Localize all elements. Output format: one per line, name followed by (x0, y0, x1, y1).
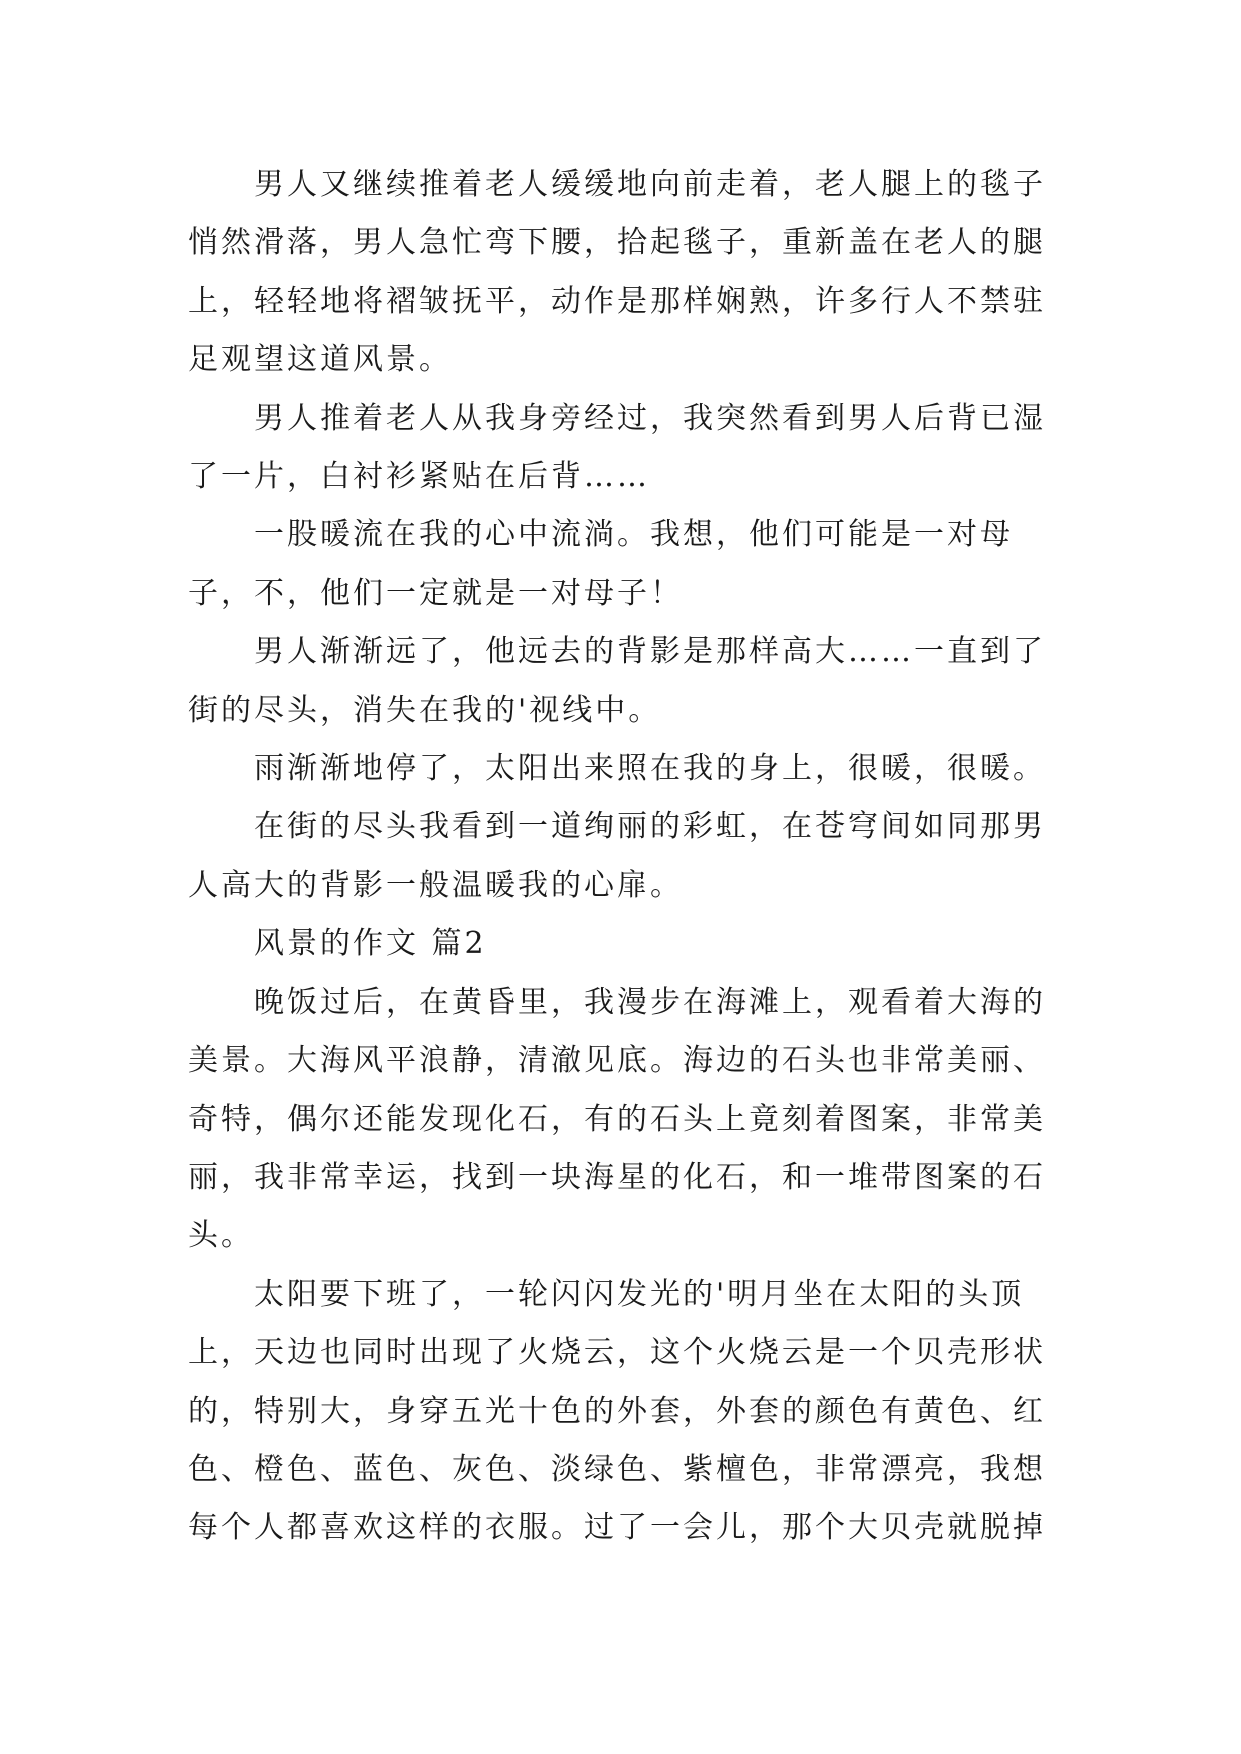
paragraph: 雨渐渐地停了，太阳出来照在我的身上，很暖，很暖。 (254, 751, 1046, 787)
paragraph: 太阳要下班了，一轮闪闪发光的'明月坐在太阳的头顶上，天边也同时出现了火烧云，这个火烧云是一个贝壳形状的，特别大，身穿五光十色的外套，外套的颜色有黄色、红色、橙色、蓝色、灰色、淡绿色、紫檀色，非常漂亮，我想每个人都喜欢这样的衣服。过了一会儿，那个大贝壳就脱掉 (188, 1276, 1046, 1546)
paragraph: 男人渐渐远了，他远去的背影是那样高大……一直到了街的尽头，消失在我的'视线中。 (188, 634, 1046, 728)
paragraph: 男人又继续推着老人缓缓地向前走着，老人腿上的毯子悄然滑落，男人急忙弯下腰，拾起毯子，重新盖在老人的腿上，轻轻地将褶皱抚平，动作是那样娴熟，许多行人不禁驻足观望这道风景。 (188, 167, 1046, 378)
paragraph: 晚饭过后，在黄昏里，我漫步在海滩上，观看着大海的美景。大海风平浪静，清澈见底。海边的石头也非常美丽、奇特，偶尔还能发现化石，有的石头上竟刻着图案，非常美丽，我非常幸运，找到一块海星的化石，和一堆带图案的石头。 (188, 984, 1046, 1254)
paragraph: 一股暖流在我的心中流淌。我想，他们可能是一对母子，不，他们一定就是一对母子！ (188, 517, 1013, 611)
section-heading: 风景的作文 篇2 (254, 926, 487, 962)
paragraph: 在街的尽头我看到一道绚丽的彩虹，在苍穹间如同那男人高大的背影一般温暖我的心扉。 (188, 809, 1046, 903)
paragraph: 男人推着老人从我身旁经过，我突然看到男人后背已湿了一片，白衬衫紧贴在后背…… (188, 400, 1046, 495)
document-body (188, 156, 1068, 1558)
